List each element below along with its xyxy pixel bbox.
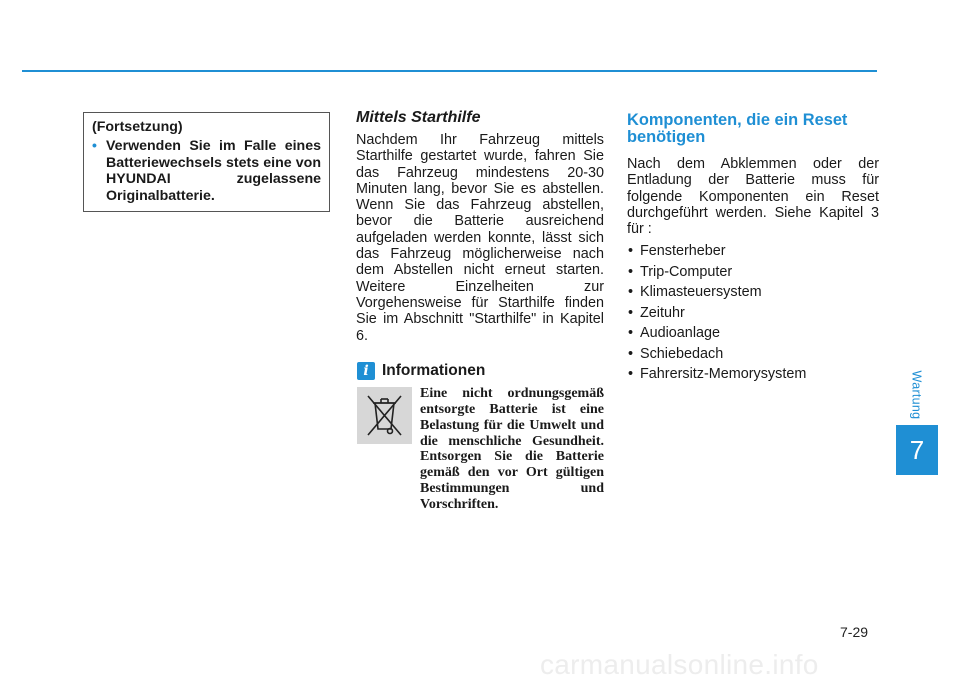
reset-heading: Komponenten, die ein Reset benötigen: [627, 111, 848, 146]
list-item: • Fensterheber: [627, 241, 879, 262]
page-number: 7-29: [840, 624, 869, 640]
starthilfe-section: [356, 108, 604, 344]
note-item: [92, 138, 321, 204]
watermark: carmanualsonline.info: [540, 649, 819, 680]
list-item: • Audioanlage: [627, 323, 879, 344]
reset-body: Nach dem Abklemmen oder der Entladung der Batterie muss für folgende Komponenten ein Reset durchgeführt werden. Siehe Kapitel 3 für :: [627, 156, 879, 238]
list-item: • Fahrersitz-Memorysystem: [627, 364, 879, 385]
top-divider: [22, 70, 877, 72]
list-item: • Trip-Computer: [627, 262, 879, 283]
section-side-label: [908, 372, 924, 417]
note-item-text: Verwenden Sie im Falle eines Batteriewechsels stets eine von HYUNDAI zugelassene Originalbatterie.: [106, 138, 321, 204]
info-header: [357, 362, 485, 380]
info-text: Eine nicht ordnungsgemäß entsorgte Batterie ist eine Belastung für die Umwelt und die menschliche Gesundheit. Entsorgen Sie die Batterie gemäß den vor Ort gültigen Bestimmungen und Vorschriften.: [420, 386, 604, 512]
bullet-icon: •: [92, 137, 97, 153]
continuation-note-box: [83, 112, 330, 212]
starthilfe-body: Nachdem Ihr Fahrzeug mittels Starthilfe gestartet wurde, fahren Sie das Fahrzeug mindestens 20-30 Minuten lang, bevor Sie es abstellen. Wenn Sie das Fahrzeug abstellen, bevor die Batterie ausreichend aufgeladen werden konnte, lässt sich das Fahrzeug möglicherweise nach dem Abstellen nicht erneut starten. Weitere Einzelheiten zur Vorgehensweise für Starthilfe finden Sie im Abschnitt "Starthilfe" in Kapitel 6.: [356, 132, 604, 344]
list-item: • Klimasteuersystem: [627, 282, 879, 303]
note-title: (Fortsetzung): [92, 119, 183, 135]
starthilfe-heading: Mittels Starthilfe: [356, 109, 481, 126]
section-label-text: Wartung: [909, 370, 924, 419]
component-list: [627, 241, 879, 385]
chapter-tab: 7: [896, 425, 938, 475]
reset-section: [627, 112, 879, 385]
info-icon: i: [357, 362, 375, 380]
crossed-out-bin-icon: [357, 387, 412, 444]
list-item: • Schiebedach: [627, 344, 879, 365]
info-label: Informationen: [382, 362, 486, 379]
list-item: • Zeituhr: [627, 303, 879, 324]
